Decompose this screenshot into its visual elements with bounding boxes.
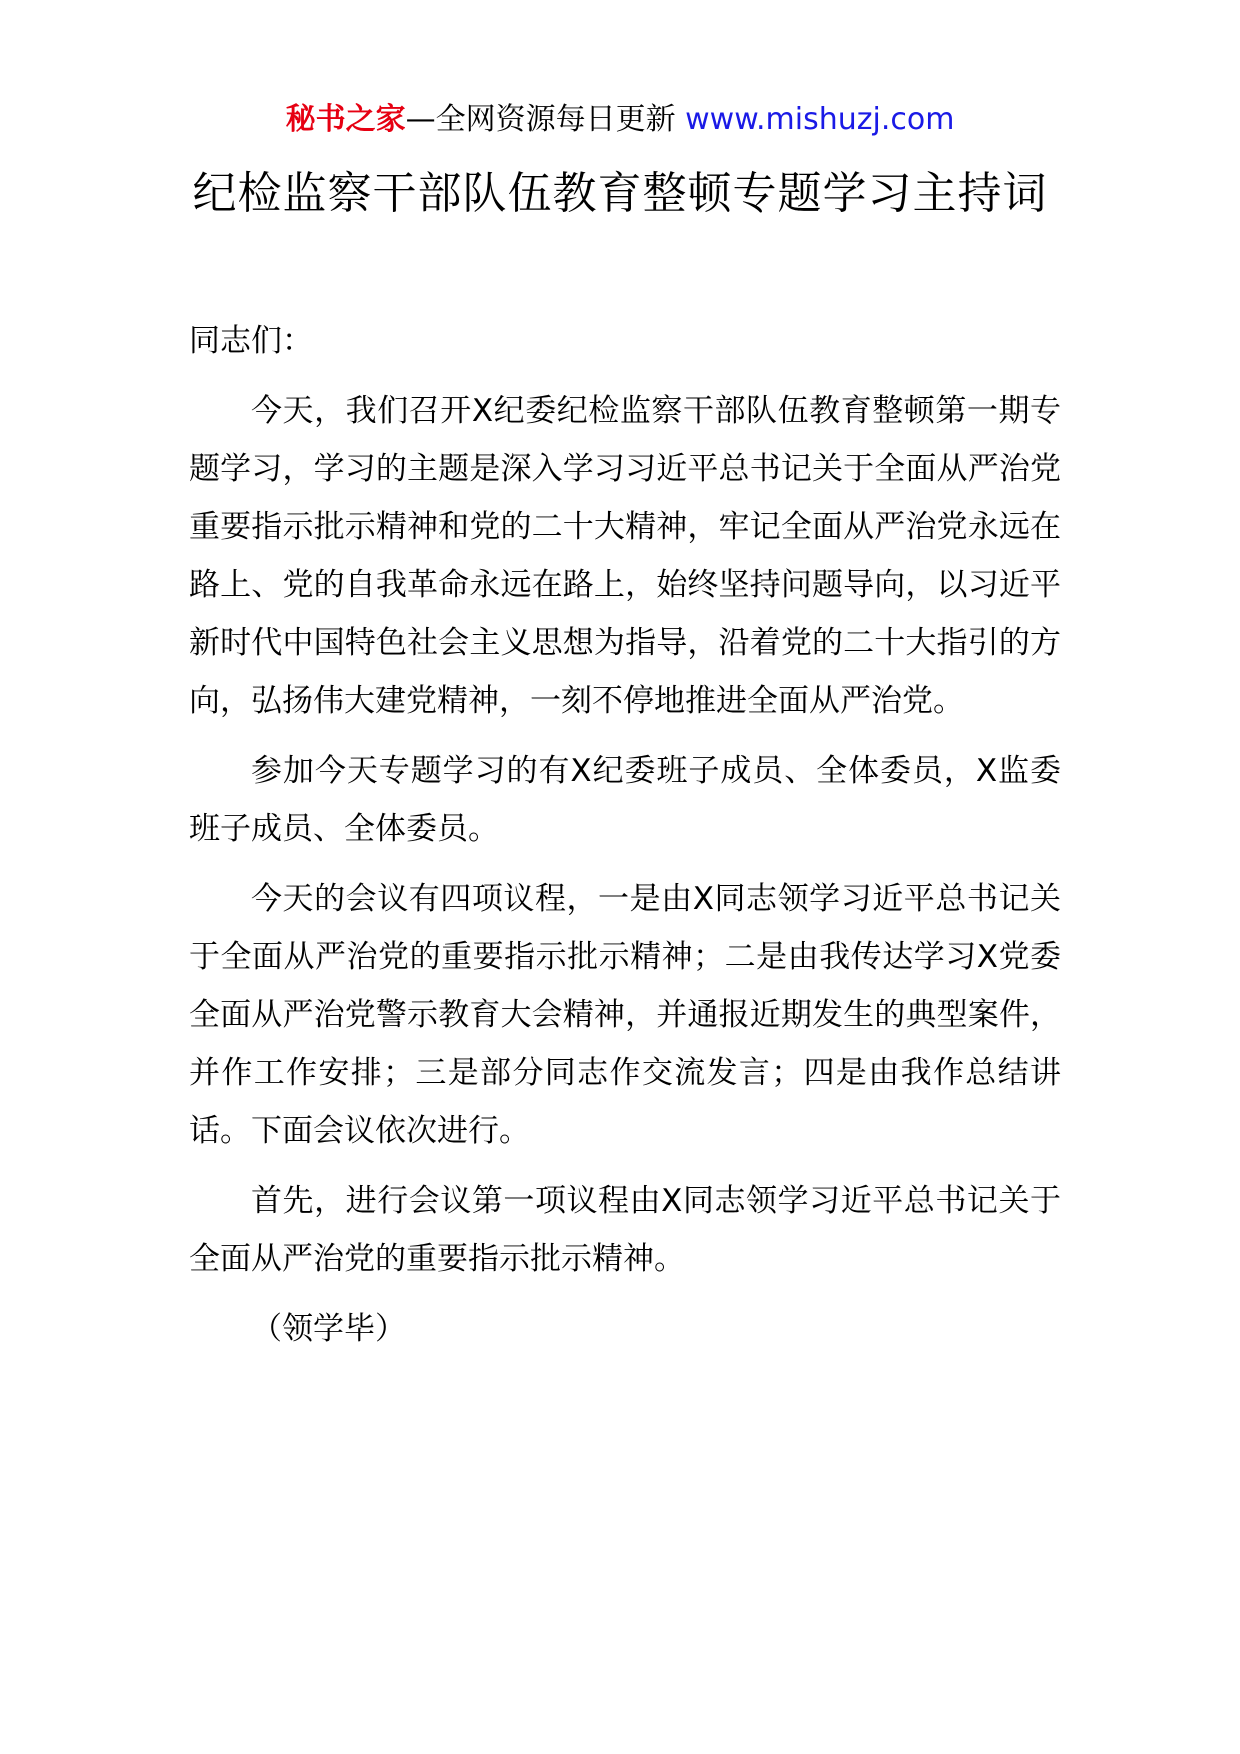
site-url-link[interactable]: www.mishuzj.com	[685, 102, 955, 137]
site-header	[0, 100, 1240, 140]
document-body	[189, 312, 1061, 1370]
body-paragraph-1: 今天，我们召开X纪委纪检监察干部队伍教育整顿第一期专题学习，学习的主题是深入学习习近平总书记关于全面从严治党重要指示批示精神和党的二十大精神，牢记全面从严治党永远在路上、党的自我革命永远在路上，始终坚持问题导向，以习近平新时代中国特色社会主义思想为指导，沿着党的二十大指引的方向，弘扬伟大建党精神，一刻不停地推进全面从严治党。	[189, 393, 1061, 719]
salutation: 同志们：	[189, 323, 313, 359]
body-paragraph-4: 首先，进行会议第一项议程由X同志领学习近平总书记关于全面从严治党的重要指示批示精神。	[189, 1183, 1061, 1277]
body-paragraph-2: 参加今天专题学习的有X纪委班子成员、全体委员，X监委班子成员、全体委员。	[189, 753, 1061, 847]
body-paragraph-5: （领学毕）	[251, 1311, 406, 1347]
site-tagline: —全网资源每日更新	[405, 102, 676, 137]
site-name: 秘书之家	[285, 102, 406, 137]
document-title: 纪检监察干部队伍教育整顿专题学习主持词	[192, 168, 1048, 219]
body-paragraph-3: 今天的会议有四项议程，一是由X同志领学习近平总书记关于全面从严治党的重要指示批示精神；二是由我传达学习X党委全面从严治党警示教育大会精神，并通报近期发生的典型案件，并作工作安排；三是部分同志作交流发言；四是由我作总结讲话。下面会议依次进行。	[189, 881, 1061, 1149]
